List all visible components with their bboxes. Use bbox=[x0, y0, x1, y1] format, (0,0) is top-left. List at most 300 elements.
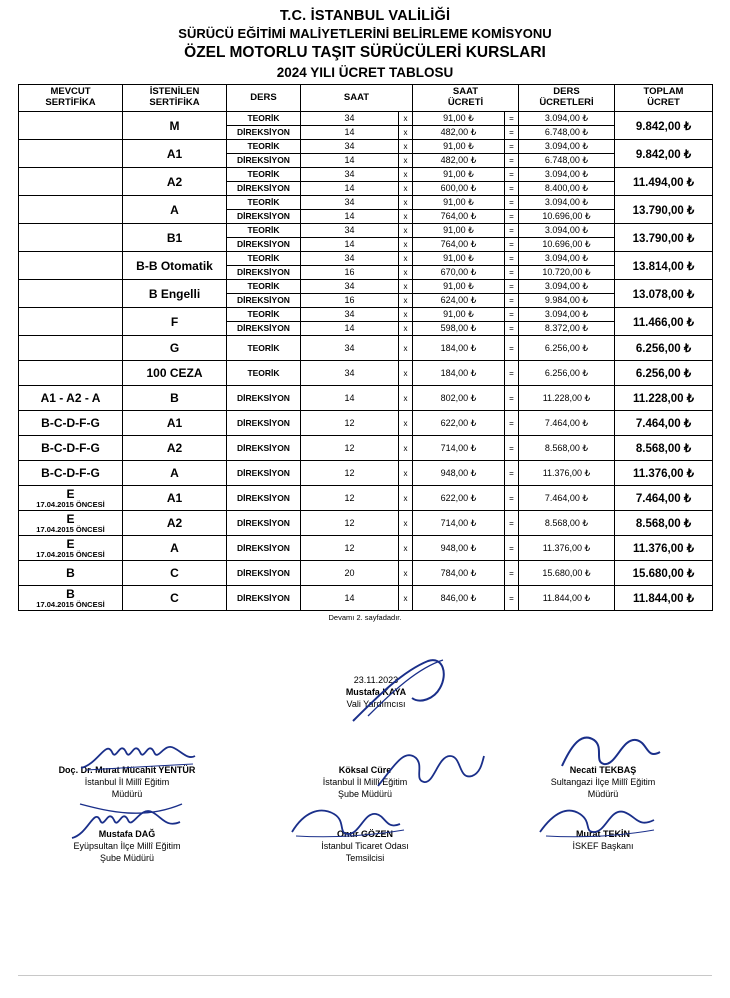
cell-saat-ucreti: 91,00 ₺ bbox=[413, 196, 505, 210]
cell-mevcut-sertifika bbox=[19, 336, 123, 361]
cell-ders: DİREKSİYON bbox=[227, 154, 301, 168]
cell-saat-ucreti: 91,00 ₺ bbox=[413, 140, 505, 154]
cell-multiply-operator: x bbox=[399, 308, 413, 322]
cell-multiply-operator: x bbox=[399, 361, 413, 386]
cell-ders: DİREKSİYON bbox=[227, 586, 301, 611]
cell-multiply-operator: x bbox=[399, 586, 413, 611]
cell-saat-ucreti: 600,00 ₺ bbox=[413, 182, 505, 196]
cell-saat-ucreti: 948,00 ₺ bbox=[413, 461, 505, 486]
col-ders-ucretleri-line1: DERS bbox=[553, 86, 580, 98]
cell-saat-ucreti: 184,00 ₺ bbox=[413, 361, 505, 386]
col-saat-ucreti-line1: SAAT bbox=[452, 86, 479, 98]
cell-saat: 34 bbox=[301, 280, 399, 294]
document-header bbox=[18, 8, 712, 80]
cell-multiply-operator: x bbox=[399, 486, 413, 511]
cell-equals-operator: = bbox=[505, 461, 519, 486]
cell-saat: 14 bbox=[301, 586, 399, 611]
cell-ders-ucreti: 10.696,00 ₺ bbox=[519, 210, 615, 224]
cell-istenilen-sertifika: B1 bbox=[123, 224, 227, 252]
cell-equals-operator: = bbox=[505, 386, 519, 411]
cell-multiply-operator: x bbox=[399, 140, 413, 154]
cell-equals-operator: = bbox=[505, 361, 519, 386]
signature-role-vali: Vali Yardımcısı bbox=[346, 699, 406, 710]
cell-toplam-ucret: 11.466,00 ₺ bbox=[615, 308, 713, 336]
col-istenilen-line1: İSTENİLEN bbox=[149, 86, 200, 98]
cell-toplam-ucret: 11.376,00 ₺ bbox=[615, 536, 713, 561]
cell-mevcut-sertifika bbox=[19, 252, 123, 280]
cell-mevcut-sertifika bbox=[19, 140, 123, 168]
signature-name-3: Mustafa DAĞ bbox=[98, 829, 156, 839]
cell-mevcut-sertifika bbox=[19, 196, 123, 224]
cell-multiply-operator: x bbox=[399, 210, 413, 224]
table-row bbox=[19, 386, 713, 411]
cell-ders: DİREKSİYON bbox=[227, 511, 301, 536]
header-line-1: T.C. İSTANBUL VALİLİĞİ bbox=[279, 8, 451, 24]
cell-ders: DİREKSİYON bbox=[227, 210, 301, 224]
cell-equals-operator: = bbox=[505, 586, 519, 611]
signature-name-1: Köksal Cüre bbox=[338, 765, 392, 775]
cell-ders-ucreti: 11.844,00 ₺ bbox=[519, 586, 615, 611]
cell-ders-ucreti: 7.464,00 ₺ bbox=[519, 411, 615, 436]
cell-multiply-operator: x bbox=[399, 196, 413, 210]
cell-saat: 34 bbox=[301, 196, 399, 210]
cell-equals-operator: = bbox=[505, 196, 519, 210]
cell-toplam-ucret: 9.842,00 ₺ bbox=[615, 112, 713, 140]
cell-equals-operator: = bbox=[505, 322, 519, 336]
signature-name-vali: Mustafa KAYA bbox=[345, 687, 407, 698]
col-toplam-line2: ÜCRET bbox=[647, 97, 680, 108]
cell-saat-ucreti: 482,00 ₺ bbox=[413, 154, 505, 168]
cell-equals-operator: = bbox=[505, 140, 519, 154]
cell-saat: 34 bbox=[301, 308, 399, 322]
cell-saat: 12 bbox=[301, 411, 399, 436]
cell-equals-operator: = bbox=[505, 536, 519, 561]
cell-istenilen-sertifika: C bbox=[123, 586, 227, 611]
cell-mevcut-sertifika: B-C-D-F-G bbox=[19, 411, 123, 436]
cell-ders: DİREKSİYON bbox=[227, 461, 301, 486]
cell-mevcut-sertifika bbox=[19, 280, 123, 308]
cell-saat-ucreti: 91,00 ₺ bbox=[413, 224, 505, 238]
cell-toplam-ucret: 11.228,00 ₺ bbox=[615, 386, 713, 411]
table-row bbox=[19, 196, 713, 210]
col-mevcut-sertifika bbox=[19, 85, 123, 112]
table-row bbox=[19, 461, 713, 486]
cell-mevcut-note: 17.04.2015 ÖNCESİ bbox=[36, 499, 105, 509]
cell-ders-ucreti: 10.696,00 ₺ bbox=[519, 238, 615, 252]
cell-ders-ucreti: 11.228,00 ₺ bbox=[519, 386, 615, 411]
cell-mevcut-sertifika: E 17.04.2015 ÖNCESİ bbox=[19, 511, 123, 536]
cell-equals-operator: = bbox=[505, 308, 519, 322]
cell-ders-ucreti: 8.400,00 ₺ bbox=[519, 182, 615, 196]
cell-istenilen-sertifika: A2 bbox=[123, 436, 227, 461]
cell-mevcut-sertifika: B-C-D-F-G bbox=[19, 461, 123, 486]
cell-equals-operator: = bbox=[505, 266, 519, 280]
table-row bbox=[19, 411, 713, 436]
cell-mevcut-sertifika: B-C-D-F-G bbox=[19, 436, 123, 461]
cell-ders: TEORİK bbox=[227, 140, 301, 154]
cell-saat: 16 bbox=[301, 294, 399, 308]
cell-saat-ucreti: 91,00 ₺ bbox=[413, 112, 505, 126]
cell-ders: TEORİK bbox=[227, 168, 301, 182]
cell-multiply-operator: x bbox=[399, 266, 413, 280]
cell-multiply-operator: x bbox=[399, 336, 413, 361]
cell-ders-ucreti: 10.720,00 ₺ bbox=[519, 266, 615, 280]
cell-saat: 34 bbox=[301, 140, 399, 154]
cell-ders: TEORİK bbox=[227, 308, 301, 322]
col-ders-label: DERS bbox=[250, 91, 277, 103]
header-line-3: ÖZEL MOTORLU TAŞIT SÜRÜCÜLERİ KURSLARI bbox=[184, 44, 546, 61]
cell-saat: 34 bbox=[301, 252, 399, 266]
signature-block-0 bbox=[18, 764, 236, 800]
table-row bbox=[19, 336, 713, 361]
cell-istenilen-sertifika: B-B Otomatik bbox=[123, 252, 227, 280]
header-line-4: 2024 YILI ÜCRET TABLOSU bbox=[276, 65, 454, 80]
table-row bbox=[19, 436, 713, 461]
cell-equals-operator: = bbox=[505, 112, 519, 126]
cell-ders-ucreti: 3.094,00 ₺ bbox=[519, 252, 615, 266]
col-saat-ucreti-line2: ÜCRETİ bbox=[447, 97, 484, 108]
footer-divider bbox=[18, 975, 712, 976]
cell-istenilen-sertifika: M bbox=[123, 112, 227, 140]
col-istenilen-line2: SERTİFİKA bbox=[149, 97, 200, 108]
signature-role-0-line1: İstanbul İl Millî Eğitim bbox=[84, 777, 170, 788]
cell-istenilen-sertifika: 100 CEZA bbox=[123, 361, 227, 386]
table-row bbox=[19, 140, 713, 154]
cell-ders: DİREKSİYON bbox=[227, 294, 301, 308]
table-row bbox=[19, 586, 713, 611]
col-saat bbox=[301, 85, 413, 112]
cell-equals-operator: = bbox=[505, 336, 519, 361]
table-row bbox=[19, 361, 713, 386]
cell-saat-ucreti: 846,00 ₺ bbox=[413, 586, 505, 611]
table-row bbox=[19, 308, 713, 322]
cell-mevcut-sertifika: E 17.04.2015 ÖNCESİ bbox=[19, 486, 123, 511]
cell-equals-operator: = bbox=[505, 294, 519, 308]
cell-multiply-operator: x bbox=[399, 386, 413, 411]
cell-multiply-operator: x bbox=[399, 411, 413, 436]
signature-role-1-line1: İstanbul İl Millî Eğitim bbox=[322, 777, 408, 788]
cell-toplam-ucret: 7.464,00 ₺ bbox=[615, 486, 713, 511]
signature-block-vali-yardimcisi bbox=[301, 674, 451, 710]
signature-block-2 bbox=[494, 764, 712, 800]
cell-ders-ucreti: 9.984,00 ₺ bbox=[519, 294, 615, 308]
cell-saat: 34 bbox=[301, 168, 399, 182]
cell-istenilen-sertifika: A2 bbox=[123, 511, 227, 536]
cell-ders: TEORİK bbox=[227, 224, 301, 238]
col-saat-label: SAAT bbox=[343, 91, 370, 103]
cell-mevcut-sertifika: B bbox=[19, 561, 123, 586]
signature-role-2-line2: Müdürü bbox=[587, 789, 619, 800]
cell-toplam-ucret: 11.844,00 ₺ bbox=[615, 586, 713, 611]
cell-ders-ucreti: 8.568,00 ₺ bbox=[519, 511, 615, 536]
cell-multiply-operator: x bbox=[399, 154, 413, 168]
cell-multiply-operator: x bbox=[399, 224, 413, 238]
cell-ders: DİREKSİYON bbox=[227, 322, 301, 336]
cell-toplam-ucret: 13.790,00 ₺ bbox=[615, 224, 713, 252]
cell-ders-ucreti: 3.094,00 ₺ bbox=[519, 280, 615, 294]
cell-istenilen-sertifika: A1 bbox=[123, 486, 227, 511]
cell-ders-ucreti: 7.464,00 ₺ bbox=[519, 486, 615, 511]
cell-toplam-ucret: 7.464,00 ₺ bbox=[615, 411, 713, 436]
cell-ders-ucreti: 11.376,00 ₺ bbox=[519, 536, 615, 561]
cell-multiply-operator: x bbox=[399, 126, 413, 140]
signature-name-2: Necati TEKBAŞ bbox=[569, 765, 637, 775]
cell-multiply-operator: x bbox=[399, 436, 413, 461]
cell-mevcut-note: 17.04.2015 ÖNCESİ bbox=[36, 599, 105, 609]
cell-toplam-ucret: 13.078,00 ₺ bbox=[615, 280, 713, 308]
cell-toplam-ucret: 8.568,00 ₺ bbox=[615, 436, 713, 461]
cell-saat: 34 bbox=[301, 361, 399, 386]
cell-saat: 34 bbox=[301, 224, 399, 238]
cell-toplam-ucret: 11.376,00 ₺ bbox=[615, 461, 713, 486]
signature-role-1-line2: Şube Müdürü bbox=[337, 789, 393, 800]
cell-equals-operator: = bbox=[505, 126, 519, 140]
cell-istenilen-sertifika: A2 bbox=[123, 168, 227, 196]
cell-istenilen-sertifika: A1 bbox=[123, 411, 227, 436]
cell-ders: DİREKSİYON bbox=[227, 411, 301, 436]
cell-toplam-ucret: 15.680,00 ₺ bbox=[615, 561, 713, 586]
cell-toplam-ucret: 6.256,00 ₺ bbox=[615, 361, 713, 386]
cell-saat: 12 bbox=[301, 436, 399, 461]
cell-equals-operator: = bbox=[505, 168, 519, 182]
cell-ders-ucreti: 3.094,00 ₺ bbox=[519, 196, 615, 210]
cell-mevcut-sertifika bbox=[19, 361, 123, 386]
table-row bbox=[19, 112, 713, 126]
cell-multiply-operator: x bbox=[399, 182, 413, 196]
table-row bbox=[19, 252, 713, 266]
cell-equals-operator: = bbox=[505, 280, 519, 294]
cell-toplam-ucret: 6.256,00 ₺ bbox=[615, 336, 713, 361]
cell-ders-ucreti: 3.094,00 ₺ bbox=[519, 224, 615, 238]
cell-saat-ucreti: 784,00 ₺ bbox=[413, 561, 505, 586]
cell-toplam-ucret: 11.494,00 ₺ bbox=[615, 168, 713, 196]
cell-ders: TEORİK bbox=[227, 336, 301, 361]
cell-saat: 12 bbox=[301, 511, 399, 536]
cell-saat-ucreti: 598,00 ₺ bbox=[413, 322, 505, 336]
cell-saat-ucreti: 670,00 ₺ bbox=[413, 266, 505, 280]
cell-saat-ucreti: 764,00 ₺ bbox=[413, 210, 505, 224]
cell-toplam-ucret: 9.842,00 ₺ bbox=[615, 140, 713, 168]
cell-saat: 16 bbox=[301, 266, 399, 280]
cell-saat: 14 bbox=[301, 238, 399, 252]
cell-saat: 14 bbox=[301, 182, 399, 196]
cell-toplam-ucret: 8.568,00 ₺ bbox=[615, 511, 713, 536]
signature-block-4 bbox=[256, 828, 474, 864]
cell-saat-ucreti: 91,00 ₺ bbox=[413, 280, 505, 294]
cell-ders: TEORİK bbox=[227, 252, 301, 266]
cell-saat: 12 bbox=[301, 486, 399, 511]
signature-name-5: Murat TEKİN bbox=[576, 829, 630, 839]
cell-equals-operator: = bbox=[505, 182, 519, 196]
cell-mevcut-note: 17.04.2015 ÖNCESİ bbox=[36, 524, 105, 534]
cell-istenilen-sertifika: B bbox=[123, 386, 227, 411]
cell-ders-ucreti: 6.748,00 ₺ bbox=[519, 154, 615, 168]
cell-ders-ucreti: 8.372,00 ₺ bbox=[519, 322, 615, 336]
cell-saat-ucreti: 91,00 ₺ bbox=[413, 308, 505, 322]
cell-mevcut-sertifika: B 17.04.2015 ÖNCESİ bbox=[19, 586, 123, 611]
cell-mevcut-sertifika: A1 - A2 - A bbox=[19, 386, 123, 411]
cell-saat: 14 bbox=[301, 210, 399, 224]
cell-multiply-operator: x bbox=[399, 294, 413, 308]
cell-saat: 14 bbox=[301, 154, 399, 168]
cell-ders: DİREKSİYON bbox=[227, 238, 301, 252]
cell-multiply-operator: x bbox=[399, 252, 413, 266]
cell-istenilen-sertifika: C bbox=[123, 561, 227, 586]
cell-saat-ucreti: 764,00 ₺ bbox=[413, 238, 505, 252]
cell-multiply-operator: x bbox=[399, 461, 413, 486]
cell-equals-operator: = bbox=[505, 486, 519, 511]
signature-role-0-line2: Müdürü bbox=[111, 789, 143, 800]
cell-mevcut-sertifika bbox=[19, 224, 123, 252]
cell-equals-operator: = bbox=[505, 511, 519, 536]
signature-role-5-line1: İSKEF Başkanı bbox=[572, 841, 634, 852]
cell-ders-ucreti: 15.680,00 ₺ bbox=[519, 561, 615, 586]
signature-role-3-line1: Eyüpsultan İlçe Millî Eğitim bbox=[73, 841, 181, 852]
cell-ders-ucreti: 3.094,00 ₺ bbox=[519, 168, 615, 182]
cell-ders-ucreti: 3.094,00 ₺ bbox=[519, 112, 615, 126]
cell-ders: DİREKSİYON bbox=[227, 266, 301, 280]
cell-ders: TEORİK bbox=[227, 112, 301, 126]
cell-ders: DİREKSİYON bbox=[227, 386, 301, 411]
cell-equals-operator: = bbox=[505, 561, 519, 586]
cell-saat-ucreti: 714,00 ₺ bbox=[413, 436, 505, 461]
cell-ders: DİREKSİYON bbox=[227, 126, 301, 140]
cell-saat-ucreti: 624,00 ₺ bbox=[413, 294, 505, 308]
cell-saat: 14 bbox=[301, 322, 399, 336]
cell-istenilen-sertifika: A bbox=[123, 461, 227, 486]
col-toplam-ucret bbox=[615, 85, 713, 112]
signature-name-0: Doç. Dr. Murat Mücahit YENTÜR bbox=[58, 765, 196, 775]
cell-saat-ucreti: 948,00 ₺ bbox=[413, 536, 505, 561]
cell-multiply-operator: x bbox=[399, 561, 413, 586]
signature-role-4-line2: Temsilcisi bbox=[345, 853, 385, 864]
col-istenilen-sertifika bbox=[123, 85, 227, 112]
cell-equals-operator: = bbox=[505, 411, 519, 436]
signature-block-1 bbox=[256, 764, 474, 800]
cell-istenilen-sertifika: A bbox=[123, 196, 227, 224]
table-row bbox=[19, 536, 713, 561]
cell-ders-ucreti: 8.568,00 ₺ bbox=[519, 436, 615, 461]
fee-table bbox=[18, 84, 713, 611]
col-ders-ucretleri bbox=[519, 85, 615, 112]
cell-saat: 14 bbox=[301, 386, 399, 411]
col-ders-ucretleri-line2: ÜCRETLERİ bbox=[539, 97, 594, 108]
cell-ders: DİREKSİYON bbox=[227, 486, 301, 511]
table-row bbox=[19, 280, 713, 294]
cell-equals-operator: = bbox=[505, 238, 519, 252]
cell-equals-operator: = bbox=[505, 224, 519, 238]
table-row bbox=[19, 168, 713, 182]
cell-istenilen-sertifika: G bbox=[123, 336, 227, 361]
signature-name-4: Onur GÖZEN bbox=[337, 829, 393, 839]
cell-ders: TEORİK bbox=[227, 361, 301, 386]
cell-saat: 34 bbox=[301, 336, 399, 361]
continuation-note: Devamı 2. sayfadadır. bbox=[328, 613, 402, 622]
col-saat-ucreti bbox=[413, 85, 519, 112]
cell-ders: TEORİK bbox=[227, 280, 301, 294]
cell-mevcut-sertifika: E 17.04.2015 ÖNCESİ bbox=[19, 536, 123, 561]
cell-multiply-operator: x bbox=[399, 168, 413, 182]
cell-ders-ucreti: 11.376,00 ₺ bbox=[519, 461, 615, 486]
col-toplam-line1: TOPLAM bbox=[643, 86, 684, 98]
signature-block-3 bbox=[18, 828, 236, 864]
signature-area bbox=[18, 646, 712, 876]
cell-multiply-operator: x bbox=[399, 112, 413, 126]
table-body bbox=[19, 112, 713, 611]
col-ders bbox=[227, 85, 301, 112]
cell-multiply-operator: x bbox=[399, 536, 413, 561]
table-row bbox=[19, 511, 713, 536]
cell-ders-ucreti: 6.256,00 ₺ bbox=[519, 336, 615, 361]
table-header-row bbox=[19, 85, 713, 112]
cell-saat-ucreti: 622,00 ₺ bbox=[413, 486, 505, 511]
cell-multiply-operator: x bbox=[399, 280, 413, 294]
table-row bbox=[19, 561, 713, 586]
cell-toplam-ucret: 13.814,00 ₺ bbox=[615, 252, 713, 280]
header-line-2: SÜRÜCÜ EĞİTİMİ MALİYETLERİNİ BELİRLEME KOMİSYONU bbox=[178, 26, 552, 41]
cell-istenilen-sertifika: A bbox=[123, 536, 227, 561]
signature-role-4-line1: İstanbul Ticaret Odası bbox=[321, 841, 409, 852]
cell-equals-operator: = bbox=[505, 436, 519, 461]
cell-saat-ucreti: 802,00 ₺ bbox=[413, 386, 505, 411]
cell-istenilen-sertifika: F bbox=[123, 308, 227, 336]
cell-istenilen-sertifika: A1 bbox=[123, 140, 227, 168]
cell-saat-ucreti: 184,00 ₺ bbox=[413, 336, 505, 361]
cell-ders-ucreti: 6.748,00 ₺ bbox=[519, 126, 615, 140]
cell-mevcut-note: 17.04.2015 ÖNCESİ bbox=[36, 549, 105, 559]
cell-equals-operator: = bbox=[505, 210, 519, 224]
table-row bbox=[19, 486, 713, 511]
cell-saat-ucreti: 91,00 ₺ bbox=[413, 252, 505, 266]
cell-saat: 20 bbox=[301, 561, 399, 586]
signature-block-5 bbox=[494, 828, 712, 852]
table-head bbox=[19, 85, 713, 112]
cell-multiply-operator: x bbox=[399, 322, 413, 336]
cell-ders-ucreti: 3.094,00 ₺ bbox=[519, 308, 615, 322]
cell-saat-ucreti: 482,00 ₺ bbox=[413, 126, 505, 140]
cell-saat: 14 bbox=[301, 126, 399, 140]
cell-multiply-operator: x bbox=[399, 238, 413, 252]
cell-mevcut-sertifika bbox=[19, 308, 123, 336]
cell-ders: DİREKSİYON bbox=[227, 182, 301, 196]
cell-ders: DİREKSİYON bbox=[227, 436, 301, 461]
cell-ders-ucreti: 6.256,00 ₺ bbox=[519, 361, 615, 386]
col-mevcut-line2: SERTİFİKA bbox=[45, 97, 96, 108]
cell-saat-ucreti: 622,00 ₺ bbox=[413, 411, 505, 436]
cell-saat: 34 bbox=[301, 112, 399, 126]
signature-date: 23.11.2023 bbox=[353, 675, 399, 685]
cell-toplam-ucret: 13.790,00 ₺ bbox=[615, 196, 713, 224]
cell-ders: DİREKSİYON bbox=[227, 561, 301, 586]
cell-multiply-operator: x bbox=[399, 511, 413, 536]
cell-istenilen-sertifika: B Engelli bbox=[123, 280, 227, 308]
cell-saat: 12 bbox=[301, 461, 399, 486]
cell-saat-ucreti: 91,00 ₺ bbox=[413, 168, 505, 182]
cell-mevcut-sertifika bbox=[19, 168, 123, 196]
signature-role-3-line2: Şube Müdürü bbox=[99, 853, 155, 864]
cell-equals-operator: = bbox=[505, 154, 519, 168]
cell-saat: 12 bbox=[301, 536, 399, 561]
cell-ders: TEORİK bbox=[227, 196, 301, 210]
col-mevcut-line1: MEVCUT bbox=[50, 86, 91, 98]
cell-mevcut-sertifika bbox=[19, 112, 123, 140]
table-row bbox=[19, 224, 713, 238]
cell-equals-operator: = bbox=[505, 252, 519, 266]
signature-role-2-line1: Sultangazi İlçe Millî Eğitim bbox=[550, 777, 656, 788]
cell-ders: DİREKSİYON bbox=[227, 536, 301, 561]
cell-saat-ucreti: 714,00 ₺ bbox=[413, 511, 505, 536]
cell-ders-ucreti: 3.094,00 ₺ bbox=[519, 140, 615, 154]
